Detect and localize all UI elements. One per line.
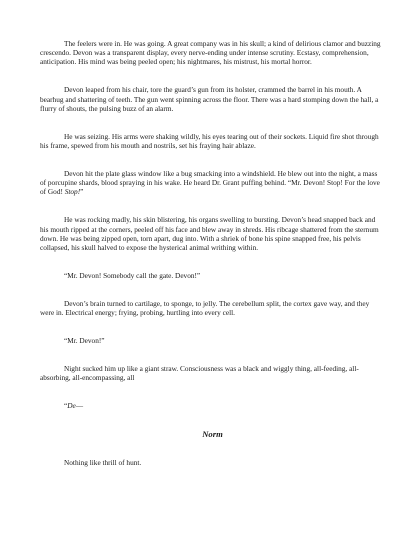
paragraph-brain: Devon’s brain turned to cartilage, to sponge, to jelly. The cerebellum split, the cortex gave way, and they were in. Electrical energy; frying, probing, hurtling into every cell. [40,299,370,318]
paragraph-call-gate: “Mr. Devon! Somebody call the gate. Devon!” [64,271,201,281]
window-closing-quote: ” [80,187,84,197]
paragraph-window [40,169,385,197]
paragraph-seizing: He was seizing. His arms were shaking wildly, his eyes tearing out of their sockets. Liquid fire shot through his frame, spewed from his mouth and nostrils, set his fraying hair ablaze. [40,131,379,151]
page-body [40,39,385,486]
window-text: Devon hit the plate glass window like a bug smacking into a windshield. He blew out into the night, a mass of porcupine shards, blood spraying in his wake. He heard Dr. Grant puffing behind. “Mr. Devon! Stop! For the love of God! [40,169,380,197]
paragraph-night: Night sucked him up like a giant straw. Consciousness was a black and wiggly thing, all-feeding, all-absorbing, all-encompassing, all [40,364,359,383]
paragraph-mr-devon: “Mr. Devon!” [64,336,105,346]
paragraph-de [40,401,385,410]
paragraph-gun: Devon leaped from his chair, tore the guard’s gun from its holster, crammed the barrel in his mouth. A bearhug and shattering of teeth. The gun went spinning across the floor. There was a hard stomping down the hall, a flurry of shouts, the pulsing buzz of an alarm. [40,85,379,113]
de-open-quote: “ [64,401,68,411]
paragraph-feelers: The feelers were in. He was going. A great company was in his skull; a kind of delirious clamor and buzzing crescendo. Devon was a transparent display, every nerve-ending under intense scrutiny. Ecstasy, comprehension, anticipation. His mind was being peeled open; his nightmares, his mistrust, his mortal horror. [40,39,381,67]
paragraph-hunt: Nothing like thrill of hunt. [64,458,142,468]
section-heading: Norm [202,429,223,440]
de-dash: — [75,401,84,411]
de-emphasis: De [67,401,76,411]
paragraph-rocking: He was rocking madly, his skin blistering, his organs swelling to bursting. Devon’s head snapped back and his mouth ripped at the corners, peeled off his face and blew away in shreds. His ribcage shattered from the sternum down. He was being zipped open, torn apart, dug into. With a shriek of bone his spine snapped free, his pelvis collapsed, his skull halved to expose the hysterical animal writhing within. [40,215,379,253]
window-emphasis: Stop! [64,187,81,197]
